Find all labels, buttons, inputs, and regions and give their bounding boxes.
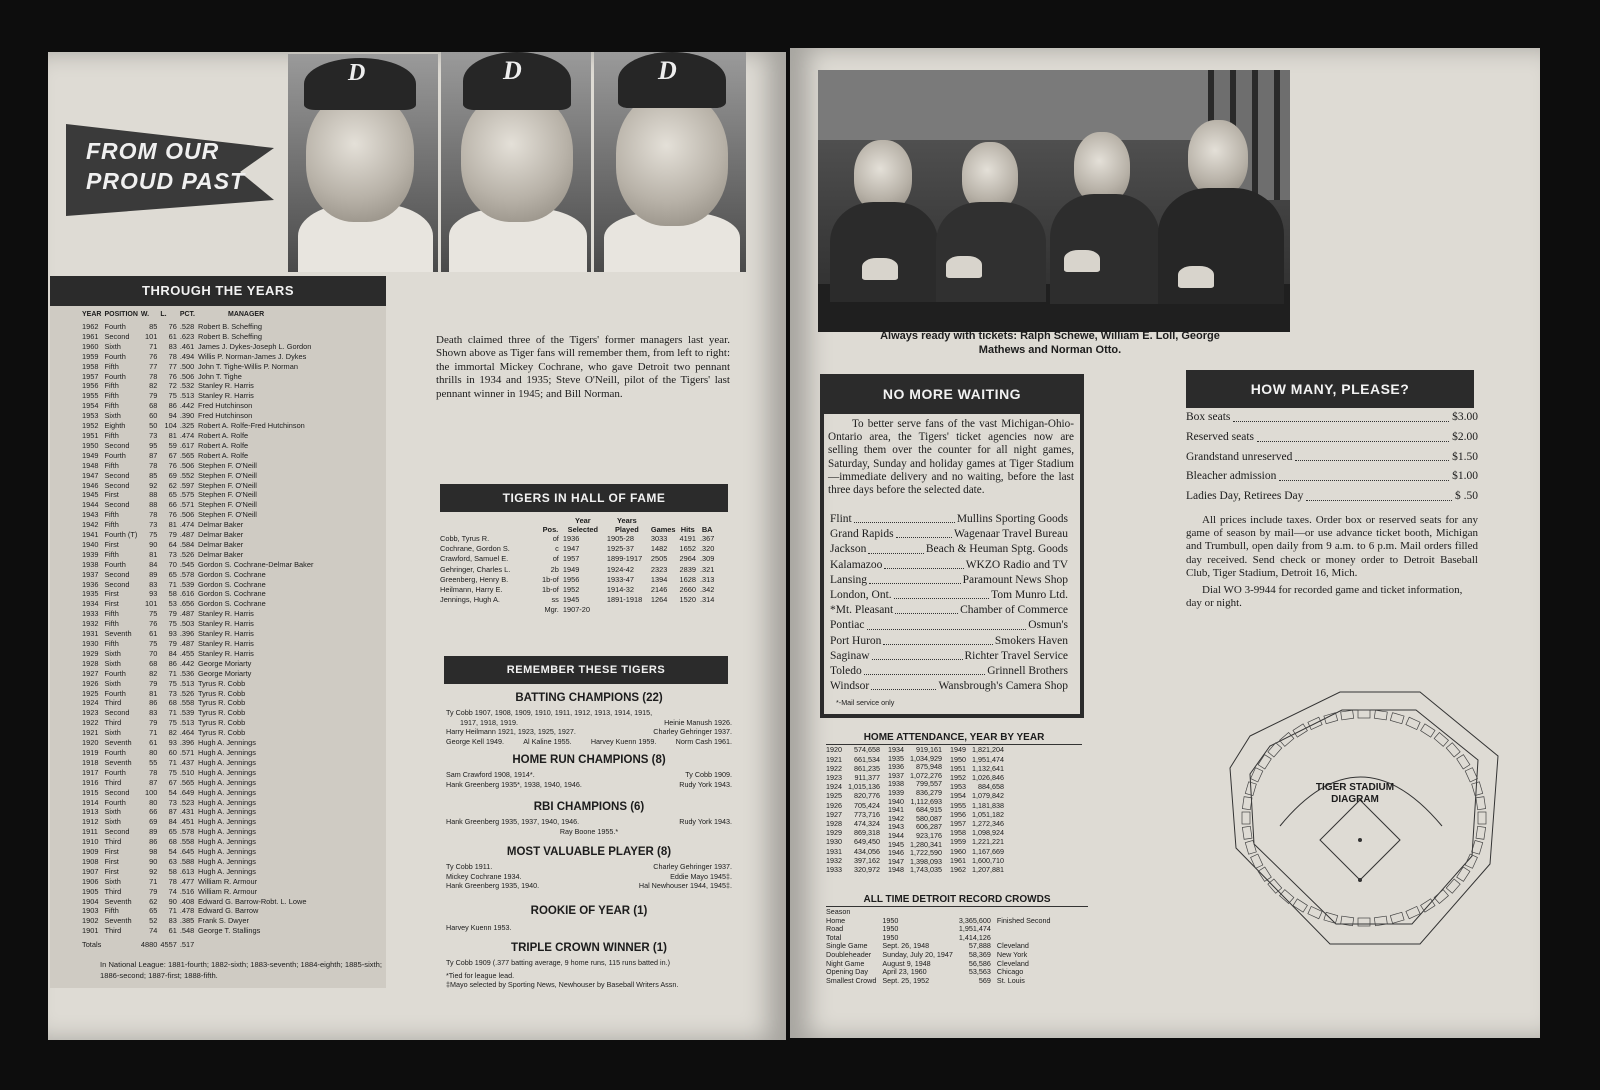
table-row: 1946 Second 92 62 .597 Stephen F. O'Neill	[82, 480, 257, 490]
hof-header: TIGERS IN HALL OF FAME	[440, 484, 728, 512]
table-row: 1953 884,658	[949, 782, 1004, 792]
table-row: 1942 580,087	[887, 813, 942, 823]
seat-section	[1476, 797, 1486, 810]
table-row: 1949 1,821,204	[949, 745, 1004, 755]
table-row: 1922 Third 79 75 .513 Tyrus R. Cobb	[82, 718, 246, 728]
table-row: 1962 1,207,881	[949, 864, 1004, 874]
table-row: 1960 Sixth 71 83 .461 James J. Dykes-Joseph L. Gordon	[82, 341, 312, 351]
table-row: 1908 First 90 63 .588 Hugh A. Jennings	[82, 856, 256, 866]
table-row: 1956 1,051,182	[949, 809, 1004, 819]
dot-leader	[868, 542, 923, 553]
col-manager: MANAGER	[227, 311, 265, 318]
table-row: 1924 1,015,136	[826, 782, 880, 792]
table-row: 1944 923,176	[887, 830, 942, 840]
table-row: 1942 Fifth 73 81 .474 Delmar Baker	[82, 520, 244, 530]
table-row: 1948 Fifth 78 76 .506 Stephen F. O'Neill	[82, 460, 257, 470]
table-row: 1945 First 88 65 .575 Stephen F. O'Neill	[82, 490, 257, 500]
dial-paragraph: Dial WO 3-9944 for recorded game and ticket information, day or night.	[1186, 584, 1463, 610]
table-row: Heilmann, Harry E. 1b-of 1952 1914-32 2146 2660 .342	[440, 585, 715, 595]
table-row: 1907 First 92 58 .613 Hugh A. Jennings	[82, 866, 256, 876]
attendance-table	[826, 746, 1010, 875]
cap-logo-icon: D	[348, 60, 366, 86]
table-row: 1914 Fourth 80 73 .523 Hugh A. Jennings	[82, 797, 256, 807]
seat-section	[1245, 840, 1256, 854]
agency-name: Paramount News Shop	[962, 573, 1068, 586]
seat-section	[1472, 782, 1483, 796]
attendance-title: HOME ATTENDANCE, YEAR BY YEAR	[826, 732, 1082, 745]
table-row: 1925 820,776	[826, 791, 880, 801]
ticket-agents-photo	[818, 70, 1290, 332]
agency-name: Osmun's	[1028, 619, 1068, 632]
table-row: 1911 Second 89 65 .578 Hugh A. Jennings	[82, 827, 256, 837]
national-league-footnote: In National League: 1881-fourth; 1882-sixth; 1883-seventh; 1884-eighth; 1885-sixth; 1886-second; 1887-first; 1888-fifth.	[100, 960, 383, 980]
table-row: 1912 Sixth 69 84 .451 Hugh A. Jennings	[82, 817, 256, 827]
seat-section	[1358, 918, 1370, 926]
seat-section	[1446, 879, 1460, 893]
agency-name: Grinnell Brothers	[987, 665, 1068, 678]
table-row: 1951 Fifth 73 81 .474 Robert A. Rolfe	[82, 430, 249, 440]
price-value: $ .50	[1455, 490, 1478, 503]
dot-leader	[1306, 487, 1452, 501]
table-row: 1928 474,324	[826, 818, 880, 828]
agency-city: London, Ont.	[830, 589, 892, 602]
mvp-heading: MOST VALUABLE PLAYER (8)	[506, 846, 672, 858]
table-row: Jennings, Hugh A. ss 1945 1891-1918 1264 1520 .314	[440, 595, 715, 605]
seat-section	[1324, 912, 1338, 923]
table-row: 1947 1,398,093	[887, 856, 942, 866]
table-row: 1930 649,450	[826, 837, 880, 847]
agency-city: Saginaw	[830, 649, 870, 662]
table-row: 1920 574,658	[826, 745, 880, 755]
agency-city: Port Huron	[830, 634, 882, 647]
table-row: 1949 Fourth 87 67 .565 Robert A. Rolfe	[82, 450, 249, 460]
photo-caption: Always ready with tickets: Ralph Schewe, William E. Loll, George Mathews and Norman Otto.	[880, 330, 1220, 356]
table-row: 1918 Seventh 55 71 .437 Hugh A. Jennings	[82, 757, 256, 767]
table-row: 1929 869,318	[826, 828, 880, 838]
price-row	[1186, 467, 1478, 487]
table-row: Home 1950 3,365,600 Finished Second	[826, 915, 1051, 925]
seat-section	[1358, 710, 1370, 718]
table-row: 1955 1,181,838	[949, 800, 1004, 810]
table-row: 1905 Third 79 74 .516 William R. Armour	[82, 886, 258, 896]
table-row: 1939 836,279	[887, 787, 942, 797]
table-row: 1961 1,600,710	[949, 855, 1004, 865]
table-row: 1917 Fourth 78 75 .510 Hugh A. Jennings	[82, 767, 256, 777]
table-row: 1906 Sixth 71 78 .477 William R. Armour	[82, 876, 258, 886]
seat-section	[1242, 826, 1252, 839]
no-more-waiting-header: NO MORE WAITING	[820, 374, 1084, 414]
table-row: Night Game August 9, 1948 56,586 Cleveland	[826, 958, 1029, 968]
table-row: 1921 Sixth 71 82 .464 Tyrus R. Cobb	[82, 728, 246, 738]
through-years-rows	[82, 322, 316, 936]
table-row: 1957 1,272,346	[949, 818, 1004, 828]
dot-leader	[896, 527, 952, 538]
record-crowds-title: ALL TIME DETROIT RECORD CROWDS	[826, 894, 1088, 907]
seat-section	[1476, 826, 1486, 839]
col-position: POSITION	[104, 311, 138, 318]
price-label: Bleacher admission	[1186, 470, 1277, 483]
table-row: 1933 Fifth 75 79 .487 Stanley R. Harris	[82, 609, 254, 619]
triple-crown-heading: TRIPLE CROWN WINNER (1)	[511, 942, 667, 954]
price-value: $1.00	[1452, 470, 1478, 483]
table-row: 1923 911,377	[826, 772, 880, 782]
agency-name: Richter Travel Service	[964, 649, 1068, 662]
left-page	[48, 52, 786, 1040]
table-row: 1927 773,716	[826, 809, 880, 819]
manager-photo-norman	[594, 52, 746, 272]
agency-city: Kalamazoo	[830, 558, 883, 571]
homerun-heading: HOME RUN CHAMPIONS (8)	[512, 754, 666, 766]
attendance-col-2	[888, 746, 948, 875]
table-row: 1916 Third 87 67 .565 Hugh A. Jennings	[82, 777, 256, 787]
table-row: 1920 Seventh 61 93 .396 Hugh A. Jennings	[82, 738, 256, 748]
list-item	[830, 649, 1068, 664]
how-many-header: HOW MANY, PLEASE?	[1186, 370, 1474, 408]
totals-row: Totals 4880 4557 .517	[82, 940, 195, 950]
record-crowds-rows	[826, 908, 1056, 985]
table-row: 1934 First 101 53 .656 Gordon S. Cochrane	[82, 599, 266, 609]
seat-section	[1374, 710, 1387, 720]
price-value: $2.00	[1452, 430, 1478, 443]
seat-section	[1293, 899, 1307, 912]
table-row: 1960 1,167,669	[949, 846, 1004, 856]
agency-city: Jackson	[830, 543, 867, 556]
agency-city: Lansing	[830, 573, 868, 586]
table-row: 1929 Sixth 70 84 .455 Stanley R. Harris	[82, 648, 254, 658]
table-row: 1954 1,079,842	[949, 791, 1004, 801]
batting-heading: BATTING CHAMPIONS (22)	[515, 692, 663, 704]
table-row: 1940 First 90 64 .584 Delmar Baker	[82, 539, 244, 549]
seat-section	[1242, 797, 1252, 810]
list-item	[830, 512, 1068, 527]
table-row: 1952 1,026,846	[949, 772, 1004, 782]
agency-name: Tom Munro Ltd.	[991, 589, 1068, 602]
price-row	[1186, 487, 1478, 507]
table-row: 1934 919,161	[887, 745, 942, 754]
table-row: 1925 Fourth 81 73 .526 Tyrus R. Cobb	[82, 688, 246, 698]
table-row: 1938 799,557	[887, 779, 942, 789]
prices-paragraph: All prices include taxes. Order box or reserved seats for any game of season by mail—or use advance ticket booth, Michigan and Trumbull, open daily from 9 a.m. to 6 p.m. Mail orders filled day received. Send check or money order to Detroit Baseball Club, Tiger Stadium, Detroit 16, Mich.	[1186, 514, 1478, 579]
table-row: Smallest Crowd Sept. 25, 1952 569 St. Louis	[826, 975, 1025, 985]
table-row: 1946 1,722,590	[887, 848, 942, 858]
seat-section	[1406, 717, 1420, 729]
dot-leader	[867, 618, 1027, 629]
table-row: 1943 606,287	[887, 822, 942, 832]
banner-line1: FROM OUR	[86, 138, 220, 164]
table-row: 1958 1,098,924	[949, 828, 1004, 838]
agency-city: Toledo	[830, 665, 862, 678]
table-row: 1937 1,072,276	[887, 770, 942, 780]
seat-section	[1341, 710, 1354, 720]
table-row: 1959 1,221,221	[949, 837, 1004, 847]
col-pct: PCT.	[179, 311, 195, 318]
table-row: 1935 1,034,929	[887, 753, 942, 763]
table-row: 1952 Eighth 50 104 .325 Robert A. Rolfe-Fred Hutchinson	[82, 421, 305, 431]
table-row: 1921 661,534	[826, 754, 880, 764]
agency-name: Mullins Sporting Goods	[956, 513, 1068, 525]
table-row: 1939 Fifth 81 73 .526 Delmar Baker	[82, 549, 244, 559]
dot-leader	[1279, 467, 1449, 481]
seat-section	[1465, 768, 1477, 782]
agency-name: Chamber of Commerce	[960, 604, 1068, 617]
agency-city: Pontiac	[830, 619, 865, 632]
right-page	[790, 48, 1540, 1038]
price-list	[1186, 408, 1478, 507]
attendance-col-3	[950, 746, 1010, 875]
table-row: 1947 Second 85 69 .552 Stephen F. O'Neill	[82, 470, 257, 480]
table-row: 1936 Second 83 71 .539 Gordon S. Cochrane	[82, 579, 266, 589]
table-row: 1932 397,162	[826, 855, 880, 865]
through-years-header: THROUGH THE YEARS	[50, 276, 386, 306]
seat-section	[1280, 732, 1294, 746]
table-row: 1902 Seventh 52 83 .385 Frank S. Dwyer	[82, 916, 249, 926]
dot-leader	[884, 558, 963, 569]
hof-rows	[440, 534, 718, 616]
table-row: 1935 First 93 58 .616 Gordon S. Cochrane	[82, 589, 266, 599]
agency-name: WKZO Radio and TV	[965, 558, 1068, 571]
table-row: 1915 Second 100 54 .649 Hugh A. Jennings	[82, 787, 256, 797]
list-item	[830, 679, 1068, 694]
table-row: 1954 Fifth 68 86 .442 Fred Hutchinson	[82, 401, 253, 411]
table-row: 1927 Fourth 82 71 .536 George Moriarty	[82, 668, 252, 678]
table-row: 1910 Third 86 68 .558 Hugh A. Jennings	[82, 837, 256, 847]
table-row: 1943 Fifth 78 76 .506 Stephen F. O'Neill	[82, 510, 257, 520]
table-row: 1924 Third 86 68 .558 Tyrus R. Cobb	[82, 698, 246, 708]
hof-table: Pos. Year Selected Years Played Games Hits BA Cobb, Tyrus R. of 1936 1905-28 3033 4191 .367 Cochrane, Gordon S. c 1947 1925-37 1482 1652 .320 Crawford, Samuel E. of 1957 1899-1917 2505 2964 .309 Gehringer, Charles L. 2b 1949 1924-42 2323 2839 .321 Greenberg, Henry B. 1b-of 1956 1933-47 1394 1628 .313 Heilmann, Harry E. 1b-of 1952 1914-32 2146 2660 .342 Jennings, Hugh A. ss 1945 1891-1918 1264 1520 .314 Mgr. 1907-20	[440, 516, 718, 616]
table-row: 1913 Sixth 66 87 .431 Hugh A. Jennings	[82, 807, 256, 817]
table-row: 1962 Fourth 85 76 .528 Robert B. Scheffing	[82, 322, 262, 331]
agency-name: Smokers Haven	[994, 634, 1068, 647]
dot-leader	[894, 588, 990, 599]
list-item	[830, 542, 1068, 557]
seat-section	[1446, 743, 1460, 757]
price-value: $1.50	[1452, 450, 1478, 463]
home-plate-icon	[1358, 878, 1362, 882]
table-row: Cochrane, Gordon S. c 1947 1925-37 1482 1652 .320	[440, 544, 715, 554]
table-row: 1923 Second 83 71 .539 Tyrus R. Cobb	[82, 708, 246, 718]
dot-leader	[854, 512, 955, 523]
dot-leader	[872, 649, 963, 660]
seat-section	[1390, 713, 1404, 724]
table-row: 1950 1,951,474	[949, 754, 1004, 764]
dot-leader	[1233, 408, 1449, 422]
table-row: 1919 Fourth 80 60 .571 Hugh A. Jennings	[82, 747, 256, 757]
agency-city: Flint	[830, 513, 852, 525]
table-row: 1956 Fifth 82 72 .532 Stanley R. Harris	[82, 381, 254, 391]
agency-name: Wansbrough's Camera Shop	[938, 680, 1068, 693]
table-row: 1901 Third 74 61 .548 George T. Stallings	[82, 926, 261, 936]
price-label: Reserved seats	[1186, 430, 1255, 443]
list-item	[830, 634, 1068, 649]
table-row: 1945 1,280,341	[887, 839, 942, 849]
table-row: 1931 434,056	[826, 846, 880, 856]
seat-section	[1251, 854, 1263, 868]
table-row: 1909 First 98 54 .645 Hugh A. Jennings	[82, 847, 256, 857]
seat-section	[1478, 812, 1486, 824]
record-crowds-table	[826, 908, 1056, 985]
list-item	[830, 588, 1068, 603]
col-year: YEAR	[82, 311, 102, 318]
table-row: 1932 Fifth 76 75 .503 Stanley R. Harris	[82, 619, 254, 629]
diagram-title-2: DIAGRAM	[1331, 794, 1379, 805]
table-row: 1953 Sixth 60 94 .390 Fred Hutchinson	[82, 411, 253, 421]
table-row: 1944 Second 88 66 .571 Stephen F. O'Neill	[82, 500, 257, 510]
managers-caption: Death claimed three of the Tigers' former managers last year. Shown above as Tiger fans will remember them, from left to right: the immortal Mickey Cochrane, who gave Detroit two pennant thrills in 1934 and 1935; Steve O'Neill, pilot of the Tigers' last pennant winner in 1945; and Bill Norman.	[436, 334, 730, 400]
price-row	[1186, 428, 1478, 448]
stadium-outer-wall	[1230, 692, 1498, 944]
table-row: 1957 Fourth 78 76 .506 John T. Tighe	[82, 371, 242, 381]
seat-section	[1457, 755, 1470, 769]
table-row: Crawford, Samuel E. of 1957 1899-1917 2505 2964 .309	[440, 554, 715, 564]
cap-logo-icon: D	[658, 56, 677, 85]
seat-section	[1390, 912, 1404, 923]
table-row: 1948 1,743,035	[887, 865, 942, 875]
table-row: Mgr. 1907-20	[544, 605, 590, 615]
table-row: 1959 Fourth 76 78 .494 Willis P. Norman-James J. Dykes	[82, 351, 307, 361]
banner-line2: PROUD PAST	[86, 168, 246, 194]
through-years-table	[82, 311, 316, 950]
dot-leader	[864, 664, 985, 675]
stadium-diagram	[1210, 658, 1500, 958]
seat-section	[1268, 879, 1282, 893]
table-row: 1941 684,915	[887, 805, 942, 815]
price-label: Ladies Day, Retirees Day	[1186, 490, 1304, 503]
seat-section	[1242, 812, 1250, 824]
table-row: Season	[826, 907, 851, 916]
table-row: 1936 875,948	[887, 762, 942, 772]
table-row: 1955 Fifth 79 75 .513 Stanley R. Harris	[82, 391, 254, 401]
table-row: Road 1950 1,951,474	[826, 924, 991, 934]
mail-footnote: *-Mail service only	[836, 698, 895, 707]
rbi-heading: RBI CHAMPIONS (6)	[533, 801, 645, 813]
list-item	[830, 527, 1068, 542]
table-row: 1961 Second 101 61 .623 Robert B. Scheffing	[82, 331, 262, 341]
price-row	[1186, 408, 1478, 428]
table-row: Total 1950 1,414,126	[826, 932, 991, 942]
stadium-inner-wall	[1250, 710, 1478, 924]
col-l: L.	[160, 311, 167, 318]
table-row: 1931 Seventh 61 93 .396 Stanley R. Harris	[82, 629, 254, 639]
dot-leader	[1295, 448, 1449, 462]
table-row: Single Game Sept. 26, 1948 57,888 Cleveland	[826, 941, 1029, 951]
cap-logo-icon: D	[503, 56, 522, 85]
table-row: 1926 705,424	[826, 800, 880, 810]
agency-name: Wagenaar Travel Bureau	[953, 528, 1068, 541]
table-row: Doubleheader Sunday, July 20, 1947 58,369 New York	[826, 949, 1028, 959]
seat-section	[1421, 724, 1435, 737]
dot-leader	[883, 634, 992, 645]
price-value: $3.00	[1452, 411, 1478, 423]
table-row: 1941 Fourth (T) 75 79 .487 Delmar Baker	[82, 530, 244, 540]
manager-photo-oneill	[441, 52, 591, 272]
list-item	[830, 664, 1068, 679]
seat-section	[1280, 890, 1294, 904]
table-row: Opening Day April 23, 1960 53,563 Chicago	[826, 967, 1024, 977]
pitchers-mound-icon	[1358, 838, 1362, 842]
table-row: 1958 Fifth 77 77 .500 John T. Tighe-Willis P. Norman	[82, 361, 298, 371]
agency-city: Grand Rapids	[830, 528, 894, 541]
diagram-title-1: TIGER STADIUM	[1315, 782, 1395, 793]
table-row: 1938 Fourth 84 70 .545 Gordon S. Cochrane-Delmar Baker	[82, 559, 314, 569]
seat-section	[1457, 867, 1470, 881]
col-w: W.	[140, 311, 150, 318]
list-item	[830, 558, 1068, 573]
price-label: Grandstand unreserved	[1186, 450, 1293, 463]
agency-city: *Mt. Pleasant	[830, 604, 894, 617]
list-item	[830, 573, 1068, 588]
table-row: 1930 Fifth 75 79 .487 Stanley R. Harris	[82, 639, 254, 648]
remember-header: REMEMBER THESE TIGERS	[444, 656, 728, 684]
seating-sections	[1242, 710, 1486, 926]
dot-leader	[1257, 428, 1449, 442]
table-row: 1928 Sixth 68 86 .442 George Moriarty	[82, 658, 252, 668]
list-item	[830, 603, 1068, 618]
attendance-col-1	[826, 746, 886, 875]
table-row: 1904 Seventh 62 90 .408 Edward G. Barrow-Robt. L. Lowe	[82, 896, 307, 906]
seat-section	[1258, 867, 1271, 881]
table-row: Cobb, Tyrus R. of 1936 1905-28 3033 4191 .367	[440, 534, 715, 543]
agency-list	[830, 512, 1068, 694]
remember-section: BATTING CHAMPIONS (22) Ty Cobb 1907, 1908, 1909, 1910, 1911, 1912, 1913, 1914, 1915, 1917, 1918, 1919. Heinie Manush 1926. Harry Heilmann 1921, 1923, 1925, 1927. Charley Gehringer 1937. George Kell 1949. Al Kaline 1955. Harvey Kuenn 1959. Norm Cash 1961. HOME RUN CHAMPIONS (8) Sam Crawford 1908, 1914*. Ty Cobb 1909. Hank Greenberg 1935*, 1938, 1940, 1946. Rudy York 1943. RBI CHAMPIONS (6) Hank Greenberg 1935, 1937, 1940, 1946. Rudy York 1943. Ray Boone 1955.* MOST VALUABLE PLAYER (8) Ty Cobb 1911. Charley Gehringer 1937. Mickey Cochrane 1934. Eddie Mayo 1945‡. Hank Greenberg 1935, 1940. Hal Newhouser 1944, 1945‡. ROOKIE OF YEAR (1) Harvey Kuenn 1953. TRIPLE CROWN WINNER (1) Ty Cobb 1909 (.377 batting average, 9 home runs, 115 runs batted in.) *Tied for league lead. ‡Mayo selected by Sporting News, Newhouser by Baseball Writers Assn.	[446, 692, 732, 989]
rookie-heading: ROOKIE OF YEAR (1)	[530, 904, 648, 917]
dot-leader	[895, 603, 958, 614]
dot-leader	[871, 679, 936, 690]
dot-leader	[869, 573, 961, 584]
list-item	[830, 618, 1068, 633]
table-row: 1937 Second 89 65 .578 Gordon S. Cochrane	[82, 569, 266, 579]
price-row	[1186, 448, 1478, 468]
table-row: Greenberg, Henry B. 1b-of 1956 1933-47 1394 1628 .313	[440, 574, 715, 584]
table-row: 1950 Second 95 59 .617 Robert A. Rolfe	[82, 440, 249, 450]
table-row: 1903 Fifth 65 71 .478 Edward G. Barrow	[82, 906, 259, 916]
manager-photo-cochrane	[288, 54, 438, 272]
seat-section	[1258, 755, 1271, 769]
agency-city: Windsor	[830, 680, 870, 693]
seat-section	[1268, 743, 1282, 757]
table-row: 1926 Sixth 79 75 .513 Tyrus R. Cobb	[82, 678, 246, 688]
table-row: 1922 861,235	[826, 763, 880, 773]
table-row: Gehringer, Charles L. 2b 1949 1924-42 2323 2839 .321	[440, 564, 715, 574]
table-row: 1940 1,112,693	[887, 796, 942, 806]
table-row: 1951 1,132,641	[949, 763, 1004, 773]
table-row: 1933 320,972	[826, 864, 880, 874]
no-more-waiting-body: To better serve fans of the vast Michigan-Ohio-Ontario area, the Tigers' ticket agencies now are selling them over the counter for all night games, Saturday, Sunday and holiday games at Tiger Stadium—immediate delivery and no waiting, before the last three days before the selected date.	[828, 418, 1074, 497]
price-label: Box seats	[1186, 411, 1231, 423]
agency-name: Beach & Heuman Sptg. Goods	[925, 543, 1068, 556]
